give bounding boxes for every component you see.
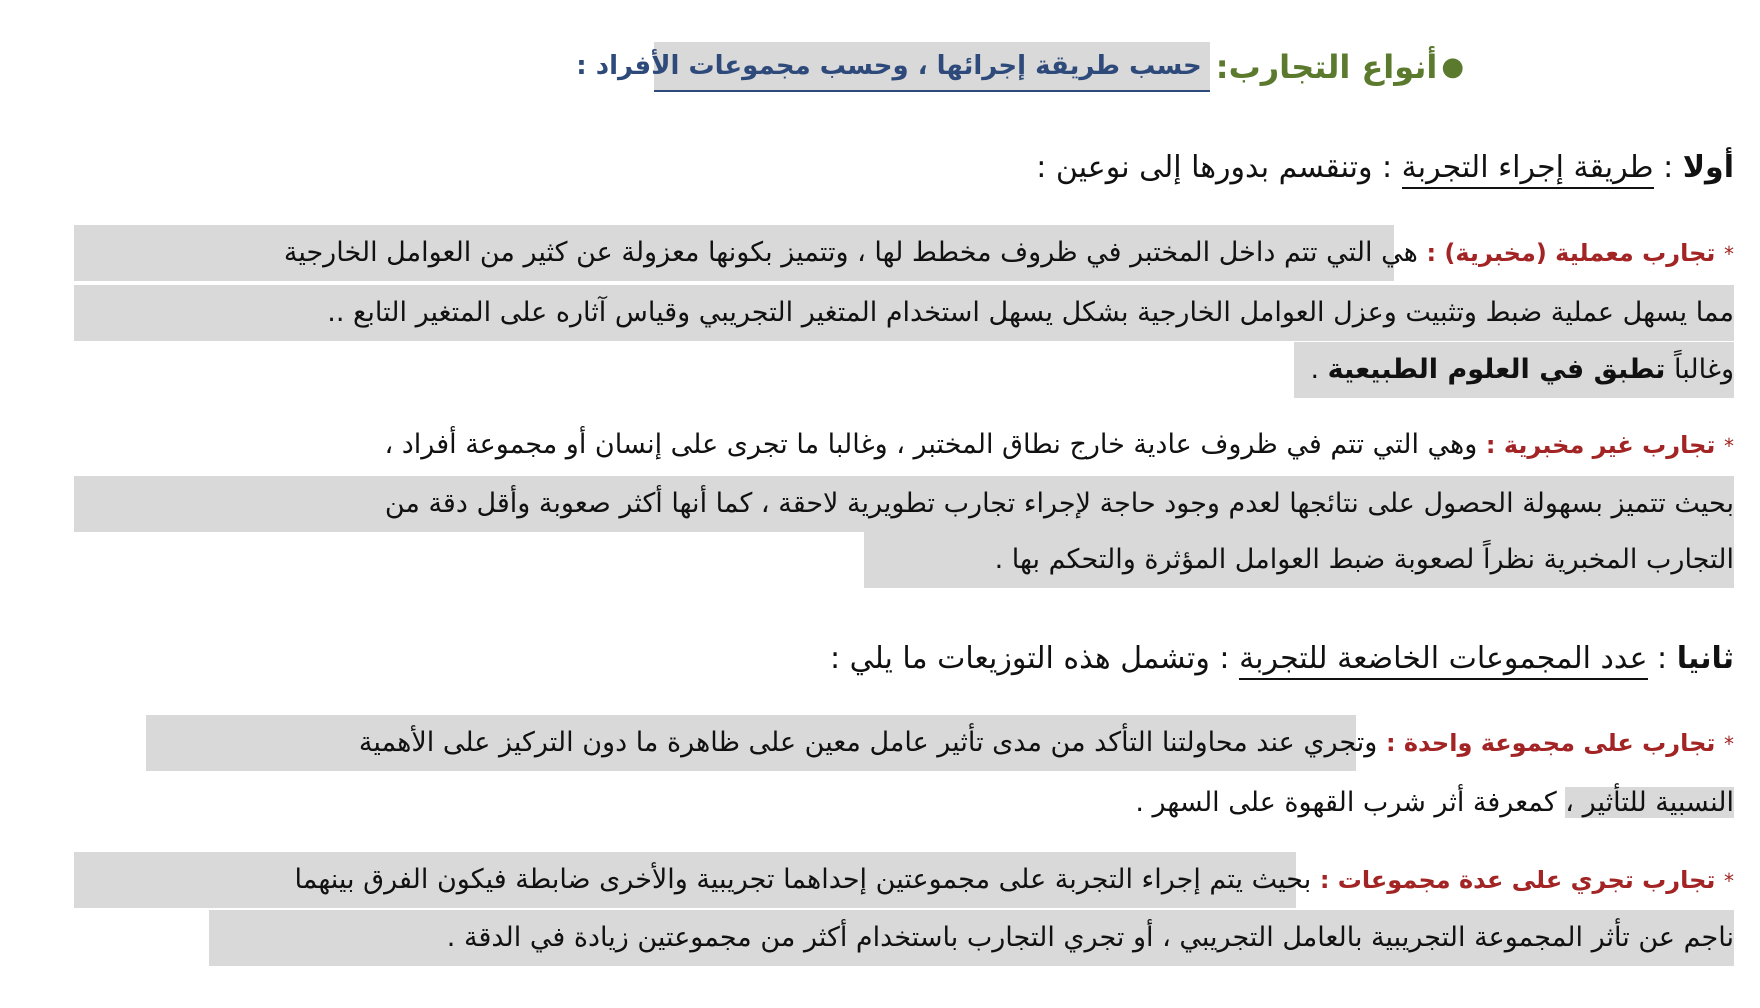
item-1-line-3: وغالباً تطبق في العلوم الطبيعية . <box>1294 342 1734 398</box>
section-1-topic: طريقة إجراء التجربة <box>1402 150 1654 189</box>
item-3-label: تجارب على مجموعة واحدة : <box>1385 729 1716 757</box>
item-2-line-1 <box>384 417 1734 473</box>
section-2-topic: عدد المجموعات الخاضعة للتجربة <box>1239 641 1647 680</box>
item-3-text-1: وتجري عند محاولتنا التأكد من مدى تأثير عامل معين على ظاهرة ما دون التركيز على الأهمية <box>358 727 1378 758</box>
item-1-text-1: هي التي تتم داخل المختبر في ظروف مخطط لها ، وتتميز بكونها معزولة عن كثير من العوامل الخارجية <box>283 237 1418 268</box>
page-title <box>576 42 1464 92</box>
section-1-heading: أولا : طريقة إجراء التجربة : وتنقسم بدورها إلى نوعين : <box>1036 148 1734 188</box>
asterisk-icon: * <box>1724 434 1734 458</box>
item-2-line-3: التجارب المخبرية نظراً لصعوبة ضبط العوامل المؤثرة والتحكم بها . <box>864 532 1734 588</box>
item-2-line-2: بحيث تتميز بسهولة الحصول على نتائجها لعدم وجود حاجة لإجراء تجارب تطويرية لاحقة ، كما أنها أكثر صعوبة وأقل دقة من <box>74 476 1734 532</box>
item-3-highlight: النسبية للتأثير ، <box>1565 787 1734 818</box>
item-2-label: تجارب غير مخبرية : <box>1485 431 1716 459</box>
asterisk-icon: * <box>1724 242 1734 266</box>
item-1-line-2: مما يسهل عملية ضبط وتثبيت وعزل العوامل الخارجية بشكل يسهل استخدام المتغير التجريبي وقياس آثاره على المتغير التابع .. <box>74 285 1734 341</box>
section-1-number: أولا <box>1682 150 1734 185</box>
bullet-icon: ● <box>1441 52 1464 82</box>
item-1-line-1 <box>74 225 1734 281</box>
title-text: حسب طريقة إجرائها ، وحسب مجموعات الأفراد : <box>654 42 1210 92</box>
section-2-heading: ثانيا : عدد المجموعات الخاضعة للتجربة : وتشمل هذه التوزيعات ما يلي : <box>830 639 1734 679</box>
item-4-label: تجارب تجري على عدة مجموعات : <box>1319 866 1716 894</box>
item-3-text-2: كمعرفة أثر شرب القهوة على السهر . <box>1135 787 1566 818</box>
asterisk-icon: * <box>1724 869 1734 893</box>
item-4-line-1 <box>74 852 1734 908</box>
item-4-line-2: ناجم عن تأثر المجموعة التجريبية بالعامل التجريبي ، أو تجري التجارب باستخدام أكثر من مجموعتين زيادة في الدقة . <box>209 910 1734 966</box>
section-2-number: ثانيا <box>1676 641 1734 676</box>
asterisk-icon: * <box>1724 732 1734 756</box>
item-1-label: تجارب معملية (مخبرية) : <box>1426 239 1716 267</box>
item-3-line-2 <box>1135 775 1734 831</box>
item-2-text-1: وهي التي تتم في ظروف عادية خارج نطاق المختبر ، وغالبا ما تجرى على إنسان أو مجموعة أفراد ، <box>384 429 1478 460</box>
item-4-text-1: بحيث يتم إجراء التجربة على مجموعتين إحداهما تجريبية والأخرى ضابطة فيكون الفرق بينهما <box>294 864 1312 895</box>
item-3-line-1 <box>146 715 1734 771</box>
section-2-rest: : وتشمل هذه التوزيعات ما يلي : <box>829 641 1240 676</box>
section-1-rest: : وتنقسم بدورها إلى نوعين : <box>1036 150 1402 185</box>
title-label: أنواع التجارب: <box>1215 48 1438 86</box>
item-1-emphasis: تطبق في العلوم الطبيعية <box>1327 354 1666 385</box>
